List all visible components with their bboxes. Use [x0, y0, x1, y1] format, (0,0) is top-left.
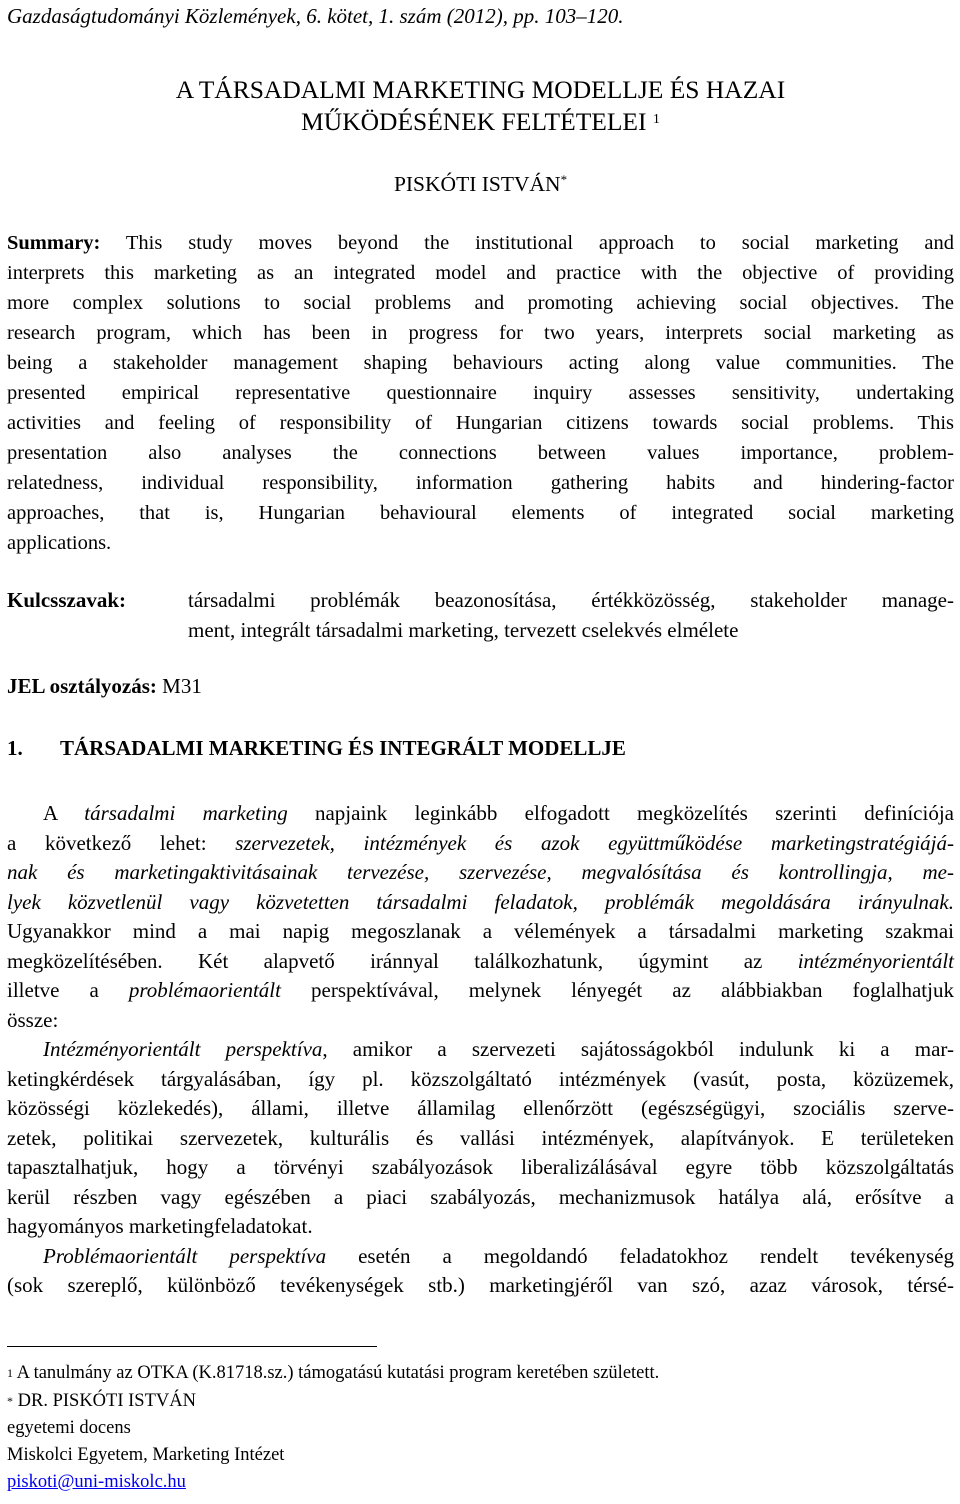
- footnote-1-text: A tanulmány az OTKA (K.81718.sz.) támogatású kutatási program keretében született.: [13, 1363, 660, 1383]
- body-italic-run: lyek közvetlenül vagy közvetetten társadalmi feladatok, problémák megoldására irányulnak.: [7, 889, 954, 914]
- paper-title: [7, 74, 954, 138]
- body-line: [7, 858, 954, 888]
- summary-line: presentation also analyses the connections between values importance, problem-: [7, 442, 954, 464]
- body-text-run: esetén a megoldandó feladatokhoz rendelt tevékenység: [326, 1243, 954, 1268]
- jel-label: JEL osztályozás:: [7, 674, 157, 698]
- body-line: ketingkérdések tárgyalásában, így pl. közszolgáltató intézmények (vasút, posta, közüzemek,: [7, 1066, 954, 1091]
- summary-line: being a stakeholder management shaping behaviours acting along value communities. The: [7, 352, 954, 374]
- body-line: [7, 1035, 954, 1065]
- summary-line: more complex solutions to social problems and promoting achieving social objectives. The: [7, 292, 954, 314]
- body-text-run: illetve a: [7, 978, 129, 1002]
- body-text-run: A: [43, 801, 85, 825]
- author-name: [7, 172, 954, 197]
- body-line: [7, 976, 954, 1006]
- body-line: kerül részben vagy egészében a piaci szabályozás, mechanizmusok hatálya alá, erősítve a: [7, 1184, 954, 1209]
- body-line: zetek, politikai szervezetek, kulturális és vallási intézmények, alapítványok. E területeken: [7, 1125, 954, 1150]
- summary-line: research program, which has been in progress for two years, interprets social marketing as: [7, 322, 954, 344]
- keywords-label: Kulcsszavak:: [7, 588, 127, 612]
- body-text: [7, 799, 954, 1301]
- author-name-text: PISKÓTI ISTVÁN: [393, 172, 561, 196]
- body-italic-run: nak és marketingaktivitásainak tervezése, szervezése, megvalósítása és kontrollingja, me-: [7, 860, 954, 884]
- summary-line: interprets this marketing as an integrated model and practice with the objective of providing: [7, 262, 954, 284]
- body-italic-run: Intézményorientált perspektíva: [43, 1037, 323, 1061]
- footnote-1: [7, 1362, 659, 1385]
- summary-text: This study moves beyond the institutional approach to social marketing and: [125, 232, 954, 254]
- paper-title-line-2: [7, 106, 954, 138]
- body-text-run: perspektívával, melynek lényegét az alábbiakban foglalhatjuk: [280, 978, 954, 1002]
- footnote-divider: [7, 1346, 377, 1347]
- summary-line: approaches, that is, Hungarian behavioural elements of integrated social marketing: [7, 502, 954, 524]
- jel-classification: [7, 671, 202, 701]
- summary-abstract: [7, 228, 954, 558]
- summary-line: applications.: [7, 532, 112, 554]
- summary-line: presented empirical representative questionnaire inquiry assesses sensitivity, undertaking: [7, 382, 954, 404]
- author-affiliation: Miskolci Egyetem, Marketing Intézet: [7, 1445, 285, 1465]
- body-line: (sok szereplő, különböző tevékenységek stb.) marketingjéről van szó, azaz városok, térsé-: [7, 1273, 954, 1297]
- body-text-run: , amikor a szervezeti sajátosságokból indulunk ki a mar-: [322, 1037, 954, 1061]
- body-text-run: megközelítésében. Két alapvető iránnyal találkozhatunk, úgymint az: [7, 948, 798, 973]
- author-email-link[interactable]: piskoti@uni-miskolc.hu: [7, 1472, 186, 1492]
- body-italic-run: szervezetek, intézmények és azok együttműködése marketingstratégiájá-: [235, 830, 954, 855]
- body-line: [7, 829, 954, 859]
- body-italic-run: intézményorientált: [797, 948, 954, 973]
- body-italic-run: problémaorientált: [128, 978, 281, 1002]
- author-footnote-mark[interactable]: *: [560, 172, 568, 187]
- summary-line: [7, 228, 954, 258]
- body-line: [7, 1242, 954, 1272]
- body-text-run: napjaink leginkább elfogadott megközelítés szerinti definíciója: [287, 801, 954, 825]
- body-line: közösségi közlekedés), állami, illetve államilag ellenőrzött (egészségügyi, szociális szerve-: [7, 1096, 954, 1120]
- author-role: egyetemi docens: [7, 1418, 131, 1438]
- body-line: hagyományos marketingfeladatokat.: [7, 1214, 313, 1238]
- paper-title-line-2-text: MŰKÖDÉSÉNEK FELTÉTELEI: [301, 107, 647, 136]
- keywords-text: [188, 585, 954, 645]
- keywords-line: ment, integrált társadalmi marketing, tervezett cselekvés elmélete: [188, 618, 739, 642]
- author-footnote-name: DR. PISKÓTI ISTVÁN: [13, 1391, 196, 1411]
- section-number: 1.: [7, 736, 23, 760]
- body-line: [7, 947, 954, 977]
- body-line: Ugyanakkor mind a mai napig megoszlanak a vélemények a társadalmi marketing szakmai: [7, 919, 954, 943]
- body-line: tapasztalhatjuk, hogy a törvényi szabályozások liberalizálásával egyre több közszolgáltatás: [7, 1155, 954, 1179]
- summary-line: activities and feeling of responsibility of Hungarian citizens towards social problems. This: [7, 412, 954, 434]
- section-heading: [7, 733, 626, 763]
- author-footnote-symbol: *: [7, 1394, 13, 1408]
- summary-line: relatedness, individual responsibility, information gathering habits and hindering-factor: [7, 472, 954, 494]
- body-line: össze:: [7, 1007, 59, 1032]
- body-italic-run: társadalmi marketing: [84, 801, 288, 825]
- journal-reference: Gazdaságtudományi Közlemények, 6. kötet, 1. szám (2012), pp. 103–120.: [7, 4, 624, 28]
- body-italic-run: Problémaorientált perspektíva: [43, 1243, 327, 1268]
- summary-label: Summary:: [7, 232, 101, 254]
- body-line: [7, 888, 954, 918]
- author-footnote: [7, 1390, 196, 1413]
- section-title: TÁRSADALMI MARKETING ÉS INTEGRÁLT MODELLJE: [60, 736, 626, 760]
- body-line: [7, 799, 954, 829]
- footnote-1-mark: 1: [7, 1366, 13, 1380]
- body-text-run: a következő lehet:: [7, 830, 236, 855]
- jel-value: M31: [162, 674, 202, 698]
- paper-title-line-1: A TÁRSADALMI MARKETING MODELLJE ÉS HAZAI: [175, 75, 786, 104]
- keywords-line: társadalmi problémák beazonosítása, értékközösség, stakeholder manage-: [188, 588, 954, 612]
- document-page: [7, 0, 954, 1504]
- title-footnote-mark[interactable]: 1: [652, 112, 660, 127]
